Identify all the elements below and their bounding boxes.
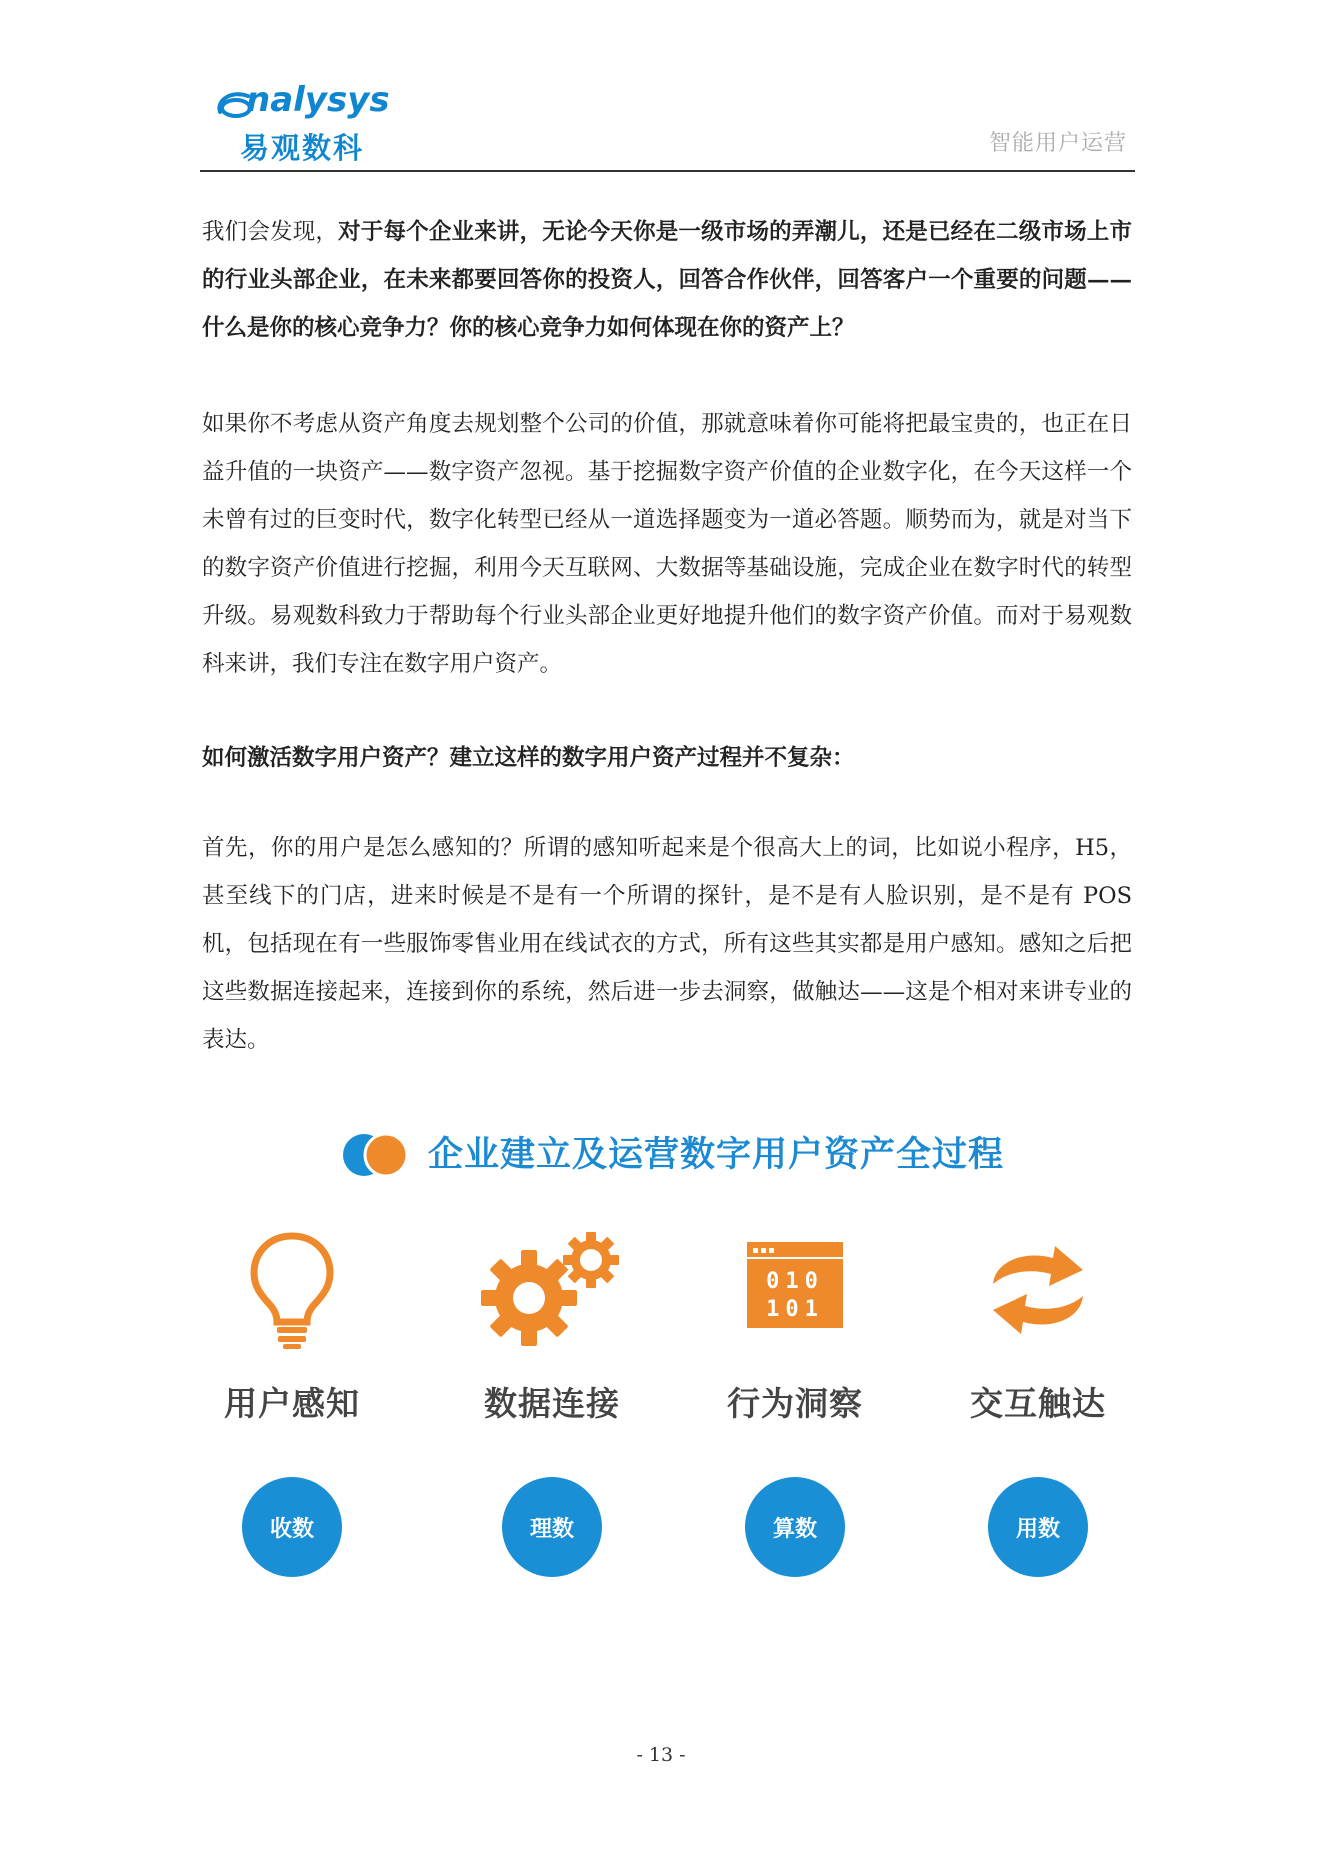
step-interaction-reach — [918, 1230, 1158, 1590]
page-header — [200, 80, 1135, 172]
paragraph-4: 首先，你的用户是怎么感知的？所谓的感知听起来是个很高大上的词，比如说小程序，H5，甚至线下的门店，进来时候是不是有一个所谓的探针，是不是有人脸识别，是不是有 POS 机，包括现在有一些服饰零售业用在线试衣的方式，所有这些其实都是用户感知。感知之后把这些数据连接起来，连接到你的系统，然后进一步去洞察，做触达——这是个相对来讲专业的表达。 — [202, 835, 1132, 1053]
paragraph-1-bold: 对于每个企业来讲，无论今天你是一级市场的弄潮儿，还是已经在二级市场上市的行业头部企业，在未来都要回答你的投资人，回答合作伙伴，回答客户一个重要的问题——什么是你的核心竞争力？你的核心竞争力如何体现在你的资产上？ — [202, 219, 1132, 341]
svg-text:010: 010 — [766, 1269, 824, 1294]
step-label: 数据连接 — [484, 1384, 620, 1423]
paragraph-1-lead: 我们会发现， — [202, 219, 339, 245]
header-section-title: 智能用户运营 — [988, 131, 1127, 156]
step-label: 交互触达 — [970, 1384, 1106, 1423]
step-label: 行为洞察 — [727, 1384, 863, 1423]
logo-wordmark-visible: nalysys — [246, 80, 390, 120]
paragraph-1 — [202, 208, 1132, 352]
figure-title-text: 企业建立及运营数字用户资产全过程 — [428, 1135, 1005, 1175]
step-badge: 收数 — [242, 1477, 342, 1577]
step-badge: 理数 — [502, 1477, 602, 1577]
logo-chinese: 易观数科 — [240, 131, 365, 165]
step-badge: 用数 — [988, 1477, 1088, 1577]
exchange-arrows-icon — [983, 1230, 1093, 1350]
paragraph-3-heading: 如何激活数字用户资产？建立这样的数字用户资产过程并不复杂： — [202, 745, 855, 771]
step-label: 用户感知 — [224, 1384, 360, 1423]
analysys-logo — [210, 80, 390, 164]
lightbulb-icon — [247, 1230, 337, 1350]
step-badge: 算数 — [745, 1477, 845, 1577]
binary-window-icon — [745, 1230, 845, 1350]
step-behavior-insight — [675, 1230, 915, 1590]
page-number: - 13 - — [636, 1744, 686, 1766]
gears-icon — [477, 1230, 627, 1350]
overlapping-circles-icon — [340, 1131, 410, 1179]
step-user-perception — [172, 1230, 412, 1590]
paragraph-2: 如果你不考虑从资产角度去规划整个公司的价值，那就意味着你可能将把最宝贵的，也正在日益升值的一块资产——数字资产忽视。基于挖掘数字资产价值的企业数字化，在今天这样一个未曾有过的巨变时代，数字化转型已经从一道选择题变为一道必答题。顺势而为，就是对当下的数字资产价值进行挖掘，利用今天互联网、大数据等基础设施，完成企业在数字时代的转型升级。易观数科致力于帮助每个行业头部企业更好地提升他们的数字资产价值。而对于易观数科来讲，我们专注在数字用户资产。 — [202, 411, 1132, 677]
svg-text:101: 101 — [766, 1297, 824, 1322]
step-data-connection — [432, 1230, 672, 1590]
